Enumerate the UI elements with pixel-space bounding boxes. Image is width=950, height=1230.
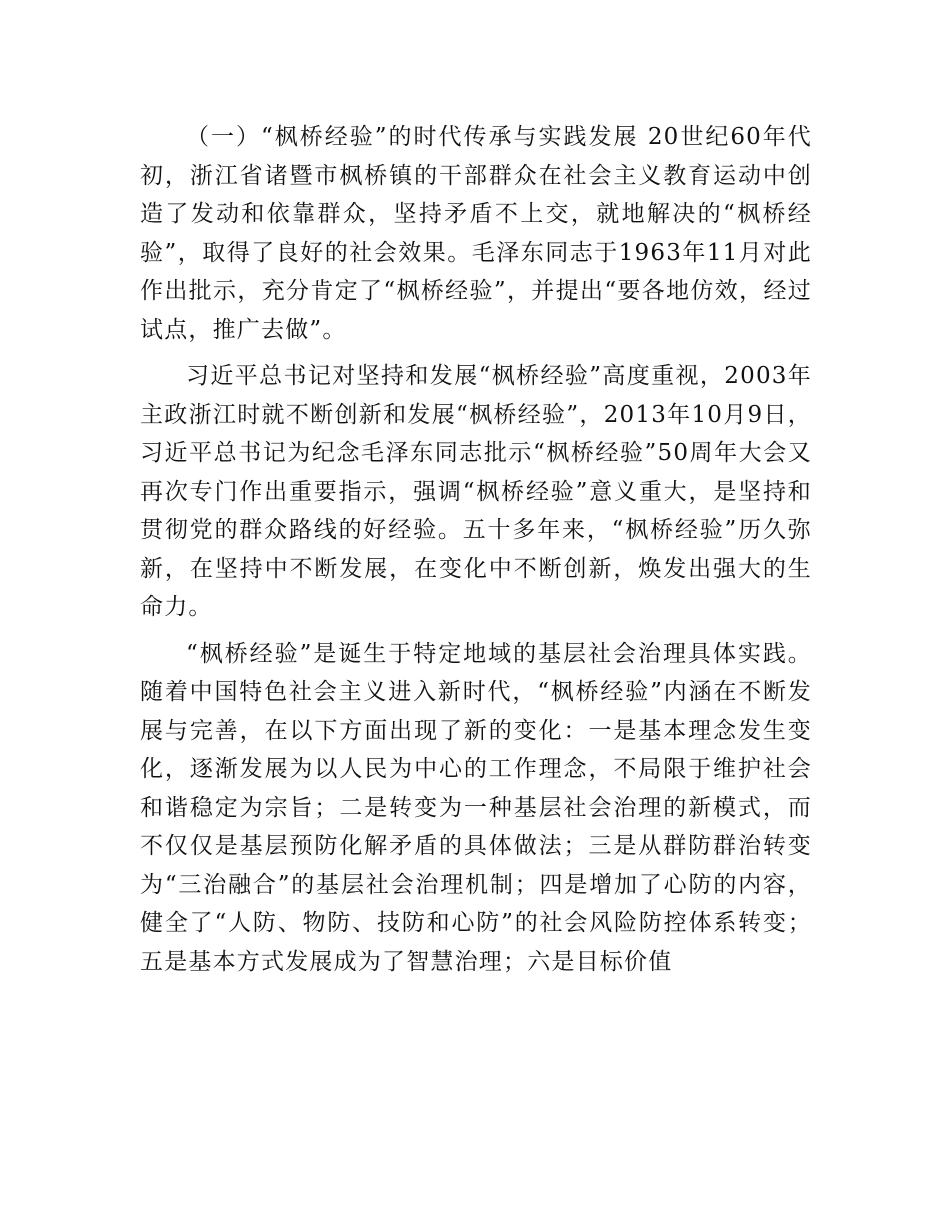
paragraph-2: 习近平总书记对坚持和发展“枫桥经验”高度重视，2003年主政浙江时就不断创新和发展“枫桥经验”，2013年10月9日，习近平总书记为纪念毛泽东同志批示“枫桥经验”50周年大会又再次专门作出重要指示，强调“枫桥经验”意义重大，是坚持和贯彻党的群众路线的好经验。五十多年来，“枫桥经验”历久弥新，在坚持中不断发展，在变化中不断创新，焕发出强大的生命力。 [140,363,812,620]
document-body [140,118,812,981]
paragraph-3: “枫桥经验”是诞生于特定地域的基层社会治理具体实践。随着中国特色社会主义进入新时代，“枫桥经验”内涵在不断发展与完善，在以下方面出现了新的变化：一是基本理念发生变化，逐渐发展为以人民为中心的工作理念，不局限于维护社会和谐稳定为宗旨；二是转变为一种基层社会治理的新模式，而不仅仅是基层预防化解矛盾的具体做法；三是从群防群治转变为“三治融合”的基层社会治理机制；四是增加了心防的内容，健全了“人防、物防、技防和心防”的社会风险防控体系转变；五是基本方式发展成为了智慧治理；六是目标价值 [140,640,812,975]
paragraph-1: （一）“枫桥经验”的时代传承与实践发展 20世纪60年代初，浙江省诸暨市枫桥镇的干部群众在社会主义教育运动中创造了发动和依靠群众，坚持矛盾不上交，就地解决的“枫桥经验”，取得了良好的社会效果。毛泽东同志于1963年11月对此作出批示，充分肯定了“枫桥经验”，并提出“要各地仿效，经过试点，推广去做”。 [140,124,812,343]
